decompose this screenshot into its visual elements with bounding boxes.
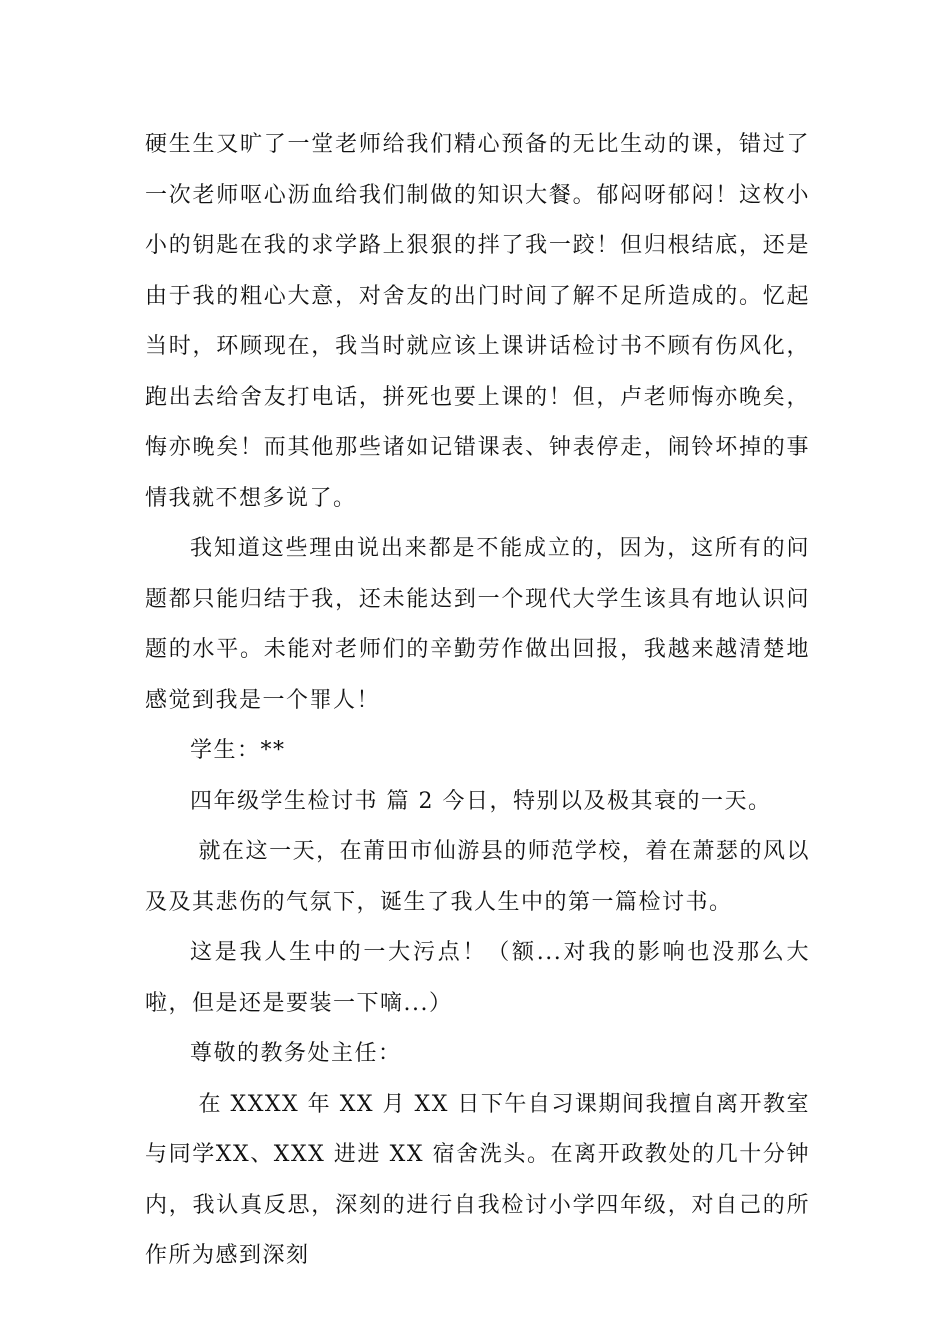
paragraph-2: 我知道这些理由说出来都是不能成立的，因为，这所有的问题都只能归结于我，还未能达到一个现代大学生该具有地认识问题的水平。未能对老师们的辛勤劳作做出回报，我越来越清楚地感觉到我是一个罪人！ bbox=[145, 536, 810, 713]
salutation: 尊敬的教务处主任： bbox=[190, 1041, 402, 1066]
paragraph-4: 这是我人生中的一大污点！（额...对我的影响也没那么大啦，但是还是要装一下嘀...） bbox=[145, 940, 810, 1016]
paragraph-5: 在 XXXX 年 XX 月 XX 日下午自习课期间我擅自离开教室与同学XX、XXX 进进 XX 宿舍洗头。在离开政教处的几十分钟内，我认真反思，深刻的进行自我检讨小学四年级，对自己的所作所为感到深刻 bbox=[145, 1091, 810, 1268]
paragraph-1: 硬生生又旷了一堂老师给我们精心预备的无比生动的课，错过了一次老师呕心沥血给我们制做的知识大餐。郁闷呀郁闷！这枚小小的钥匙在我的求学路上狠狠的拌了我一跤！但归根结底，还是由于我的粗心大意，对舍友的出门时间了解不足所造成的。忆起当时，环顾现在，我当时就应该上课讲话检讨书不顾有伤风化，跑出去给舍友打电话，拼死也要上课的！但，卢老师悔亦晚矣，悔亦晚矣！而其他那些诸如记错课表、钟表停走，闹铃坏掉的事情我就不想多说了。 bbox=[145, 132, 810, 511]
document-body bbox=[145, 120, 810, 1282]
paragraph-3: 就在这一天，在莆田市仙游县的师范学校，着在萧瑟的风以及及其悲伤的气氛下，诞生了我人生中的第一篇检讨书。 bbox=[145, 839, 810, 915]
section-heading: 四年级学生检讨书 篇 2 今日，特别以及极其衰的一天。 bbox=[190, 788, 772, 814]
signature-line: 学生：** bbox=[190, 738, 286, 763]
